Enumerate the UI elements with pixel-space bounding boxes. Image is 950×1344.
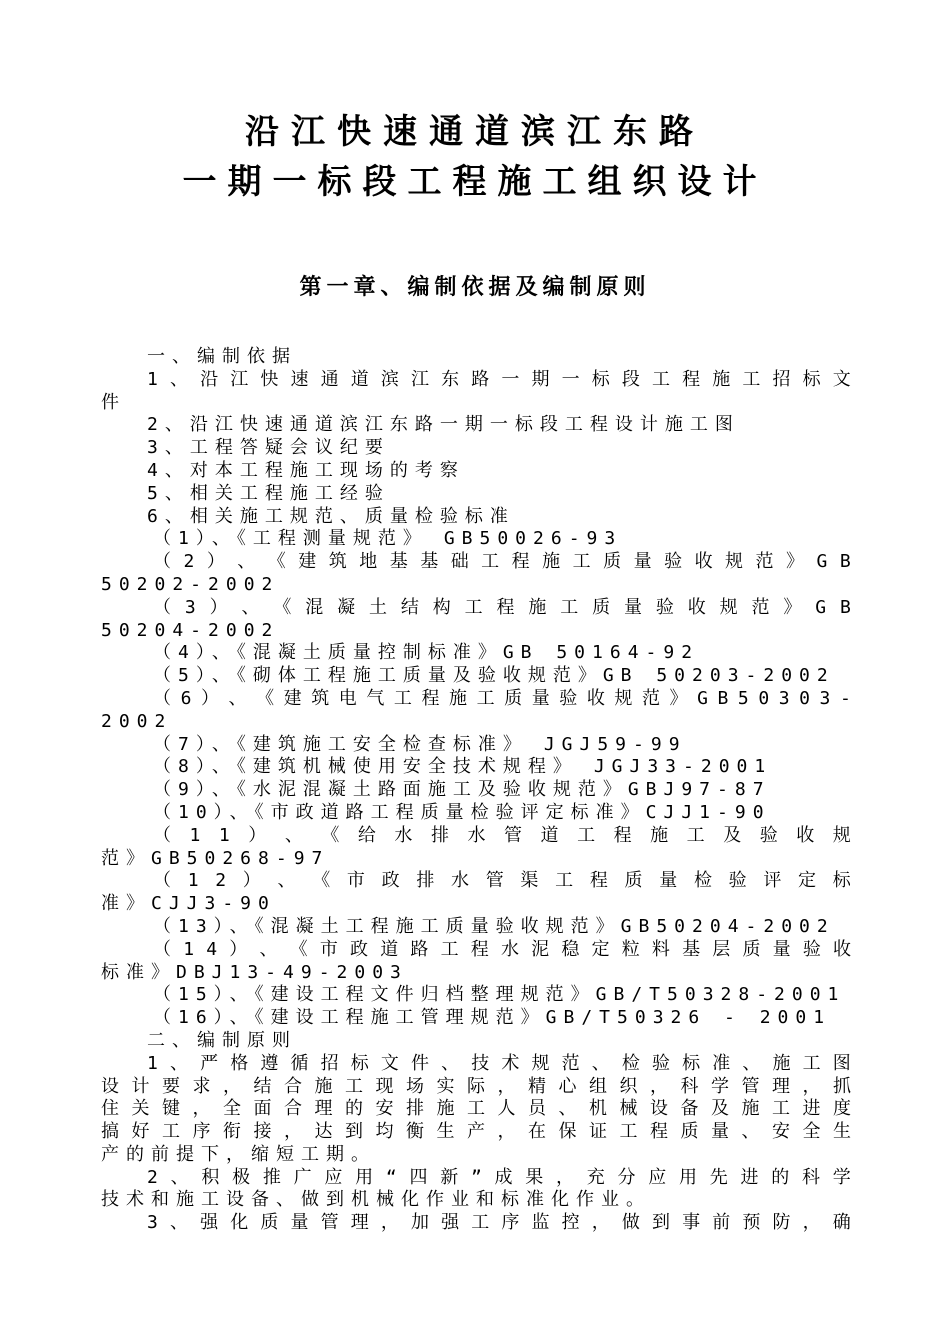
basis-item-continuation: 件 [101, 391, 126, 413]
standard-item-continuation: 50202-2002 [101, 573, 280, 595]
standard-item: （10）、《市政道路工程质量检验评定标准》CJJ1-90 [153, 801, 771, 823]
basis-item: 5、相关工程施工经验 [147, 482, 390, 504]
standard-item: （13）、《混凝土工程施工质量验收规范》GB50204-2002 [153, 915, 835, 937]
standard-item: （1）、《工程测量规范》 GB50026-93 [153, 528, 623, 550]
basis-item: 3、工程答疑会议纪要 [147, 437, 390, 459]
chapter-heading: 第一章、编制依据及编制原则 [299, 275, 651, 300]
standard-item-continuation: 50204-2002 [101, 619, 280, 641]
principle-paragraph-line: 住 关 键 ， 全 面 合 理 的 安 排 施 工 人 员 、 机 械 设 备 及 施 工 进 度 [101, 1098, 851, 1120]
standard-item-continuation: 标准》DBJ13-49-2003 [101, 961, 408, 983]
standard-item: （9）、《水泥混凝土路面施工及验收规范》GBJ97-87 [153, 779, 771, 801]
principle-paragraph-line: 3 、 强 化 质 量 管 理 ， 加 强 工 序 监 控 ， 做 到 事 前 预 防 ， 确 [147, 1212, 851, 1234]
principle-paragraph-line: 搞 好 工 序 衔 接 ， 达 到 均 衡 生 产 ， 在 保 证 工 程 质 量 、 安 全 生 [101, 1121, 851, 1143]
standard-item: （4）、《混凝土质量控制标准》GB 50164-92 [153, 642, 700, 664]
standard-item: （5）、《砌体工程施工质量及验收规范》GB 50203-2002 [153, 665, 835, 687]
basis-item: 1 、 沿 江 快 速 通 道 滨 江 东 路 一 期 一 标 段 工 程 施 工 招 标 文 [147, 368, 851, 390]
standard-item-continuation: 范》GB50268-97 [101, 847, 330, 869]
standard-item: （ 3 ） 、 《 混 凝 土 结 构 工 程 施 工 质 量 验 收 规 范 》 G B [153, 596, 851, 618]
standard-item: （16）、《建设工程施工管理规范》GB/T50326 - 2001 [153, 1007, 832, 1029]
standard-item: （ 1 4 ） 、 《 市 政 道 路 工 程 水 泥 稳 定 粒 料 基 层 质 量 验 收 [153, 938, 851, 960]
standard-item: （8）、《建筑机械使用安全技术规程》 JGJ33-2001 [153, 756, 773, 778]
standard-item: （7）、《建筑施工安全检查标准》 JGJ59-99 [153, 733, 687, 755]
section-heading: 二、编制原则 [147, 1029, 297, 1051]
document-body [101, 346, 851, 1235]
standard-item: （15）、《建设工程文件归档整理规范》GB/T50328-2001 [153, 984, 846, 1006]
document-title-line1: 沿江快速通道滨江东路 [245, 112, 705, 152]
basis-item: 4、对本工程施工现场的考察 [147, 459, 465, 481]
standard-item-continuation: 2002 [101, 710, 173, 732]
basis-item: 6、相关施工规范、质量检验标准 [147, 505, 515, 527]
principle-paragraph-line: 2 、 积 极 推 广 应 用 “ 四 新 ” 成 果 ， 充 分 应 用 先 进 的 科 学 [147, 1166, 851, 1188]
standard-item: （ 1 1 ） 、 《 给 水 排 水 管 道 工 程 施 工 及 验 收 规 [153, 824, 851, 846]
standard-item-continuation: 准》CJJ3-90 [101, 893, 276, 915]
basis-item: 2、沿江快速通道滨江东路一期一标段工程设计施工图 [147, 414, 740, 436]
principle-paragraph-line: 1 、 严 格 遵 循 招 标 文 件 、 技 术 规 范 、 检 验 标 准 、 施 工 图 [147, 1052, 851, 1074]
principle-paragraph-line: 技术和施工设备、做到机械化作业和标准化作业。 [101, 1189, 651, 1211]
standard-item: （ 2 ） 、 《 建 筑 地 基 基 础 工 程 施 工 质 量 验 收 规 范 》 G B [153, 551, 851, 573]
standard-item: （ 6 ） 、 《 建 筑 电 气 工 程 施 工 质 量 验 收 规 范 》 G B 5 0 3 0 3 - [153, 687, 851, 709]
document-title-line2: 一期一标段工程施工组织设计 [182, 162, 768, 202]
principle-paragraph-line: 设 计 要 求 ， 结 合 施 工 现 场 实 际 ， 精 心 组 织 ， 科 学 管 理 ， 抓 [101, 1075, 851, 1097]
section-heading: 一、编制依据 [147, 346, 297, 367]
standard-item: （ 1 2 ） 、 《 市 政 排 水 管 渠 工 程 质 量 检 验 评 定 标 [153, 870, 851, 892]
principle-paragraph-line: 产的前提下，缩短工期。 [101, 1143, 376, 1165]
